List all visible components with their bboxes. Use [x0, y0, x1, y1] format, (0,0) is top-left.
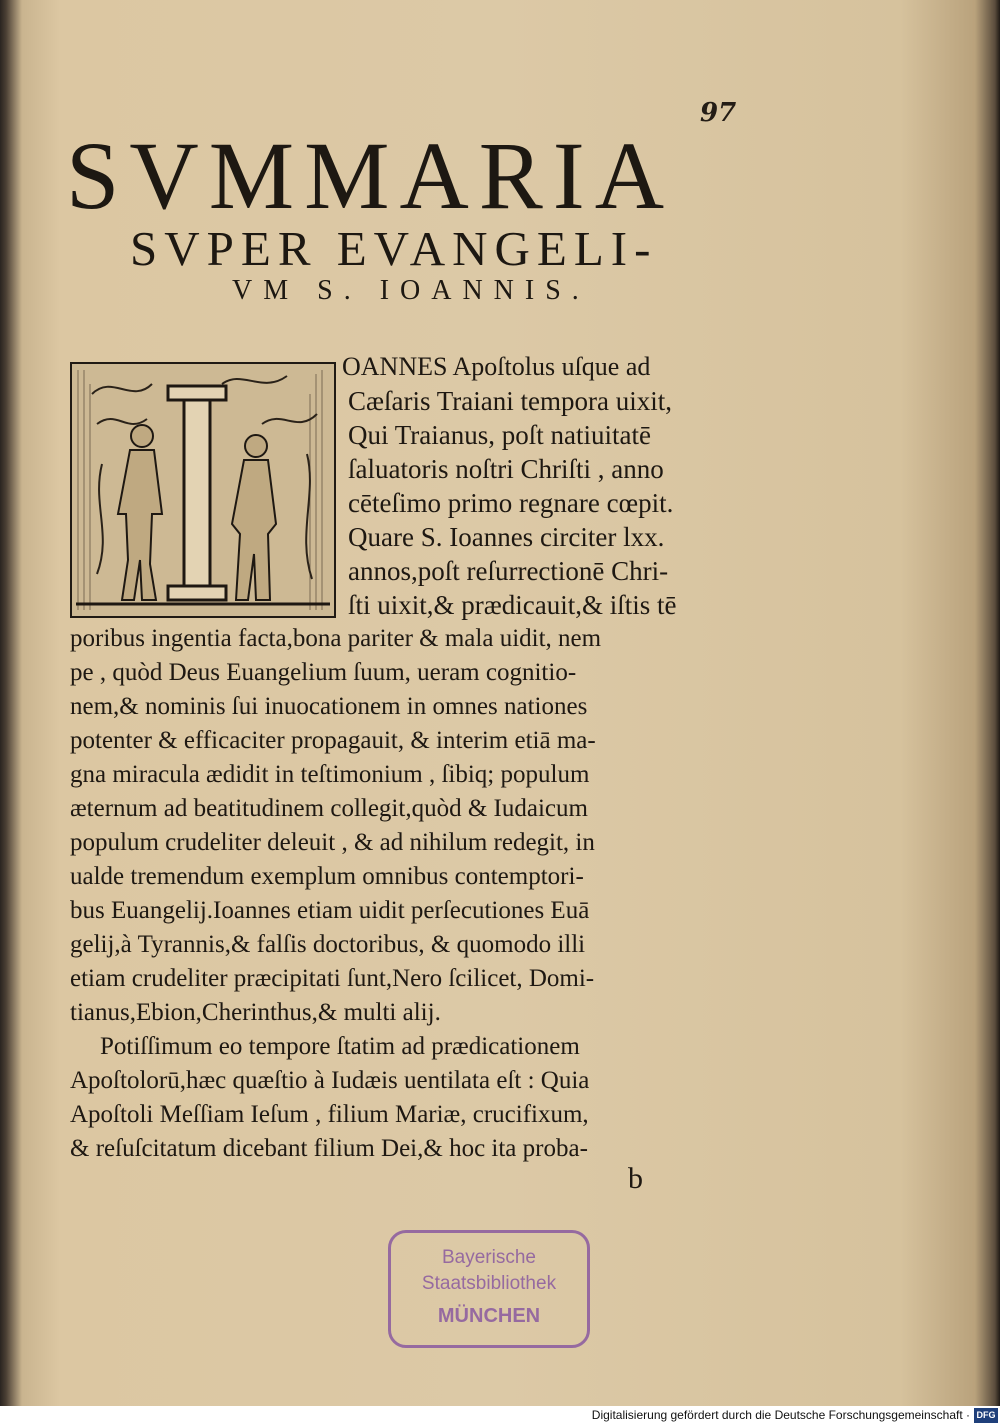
title-line-1: SVMMARIA — [66, 122, 675, 229]
text-line: gna miracula ædidit in teſtimonium , ſibiq; populum — [70, 761, 590, 788]
woodcut-initial-letter — [70, 362, 336, 618]
text-line: cēteſimo primo regnare cœpit. — [348, 488, 674, 518]
text-line: ſaluatoris noſtri Chriſti , anno — [348, 454, 664, 484]
library-stamp — [388, 1230, 590, 1348]
text-line: pe , quòd Deus Euangelium ſuum, ueram cognitio- — [70, 659, 577, 686]
dfg-logo-icon: DFG — [974, 1408, 998, 1423]
stamp-line-3: MÜNCHEN — [437, 1305, 541, 1327]
text-line: gelij,à Tyrannis,& falſis doctoribus, & quomodo illi — [70, 931, 586, 958]
text-line: ſti uixit,& prædicauit,& iſtis tē — [348, 590, 677, 620]
text-line: ualde tremendum exemplum omnibus contemptori- — [70, 863, 584, 890]
text-line: Apoſtoli Meſſiam Ieſum , filium Mariæ, crucifixum, — [70, 1101, 589, 1128]
text-line: etiam crudeliter præcipitati ſunt,Nero ſcilicet, Domi- — [70, 965, 595, 992]
text-line: tianus,Ebion,Cherinthus,& multi alij. — [70, 999, 441, 1026]
text-line: Quare S. Ioannes circiter lxx. — [348, 522, 665, 552]
footer-credit: Digitalisierung gefördert durch die Deutsche Forschungsgemeinschaft · — [591, 1408, 970, 1422]
stamp-line-2: Staatsbibliothek — [421, 1273, 557, 1294]
text-line: Qui Traianus, poſt natiuitatē — [348, 420, 651, 450]
text-line: OANNES Apoſtolus uſque ad — [342, 352, 651, 381]
text-line: bus Euangelij.Ioannes etiam uidit perſecutiones Euā — [70, 897, 590, 924]
text-line: Cæſaris Traiani tempora uixit, — [348, 386, 672, 416]
text-line: nem,& nominis ſui inuocationem in omnes nationes — [70, 693, 588, 720]
title-line-3: VM S. IOANNIS. — [232, 275, 590, 306]
footer-bar — [0, 1406, 1000, 1426]
text-line: potenter & efficaciter propagauit, & interim etiā ma- — [70, 727, 596, 754]
text-line: annos,poſt reſurrectionē Chri- — [348, 556, 669, 586]
text-line: Potiſſimum eo tempore ſtatim ad prædicationem — [100, 1033, 580, 1060]
text-line: æternum ad beatitudinem collegit,quòd & Iudaicum — [70, 795, 588, 822]
page-number: 97 — [700, 98, 737, 128]
signature-mark: b — [628, 1162, 643, 1195]
title-line-2: SVPER EVANGELI- — [130, 221, 658, 276]
text-line: Apoſtolorū,hæc quæſtio à Iudæis uentilata eſt : Quia — [70, 1067, 590, 1094]
text-line: populum crudeliter deleuit , & ad nihilum redegit, in — [70, 829, 595, 856]
text-line: poribus ingentia facta,bona pariter & mala uidit, nem — [70, 625, 602, 652]
stamp-line-1: Bayerische — [442, 1247, 536, 1268]
text-line: & reſuſcitatum dicebant filium Dei,& hoc ita proba- — [70, 1135, 588, 1162]
woodcut-illustration-icon — [72, 364, 334, 616]
